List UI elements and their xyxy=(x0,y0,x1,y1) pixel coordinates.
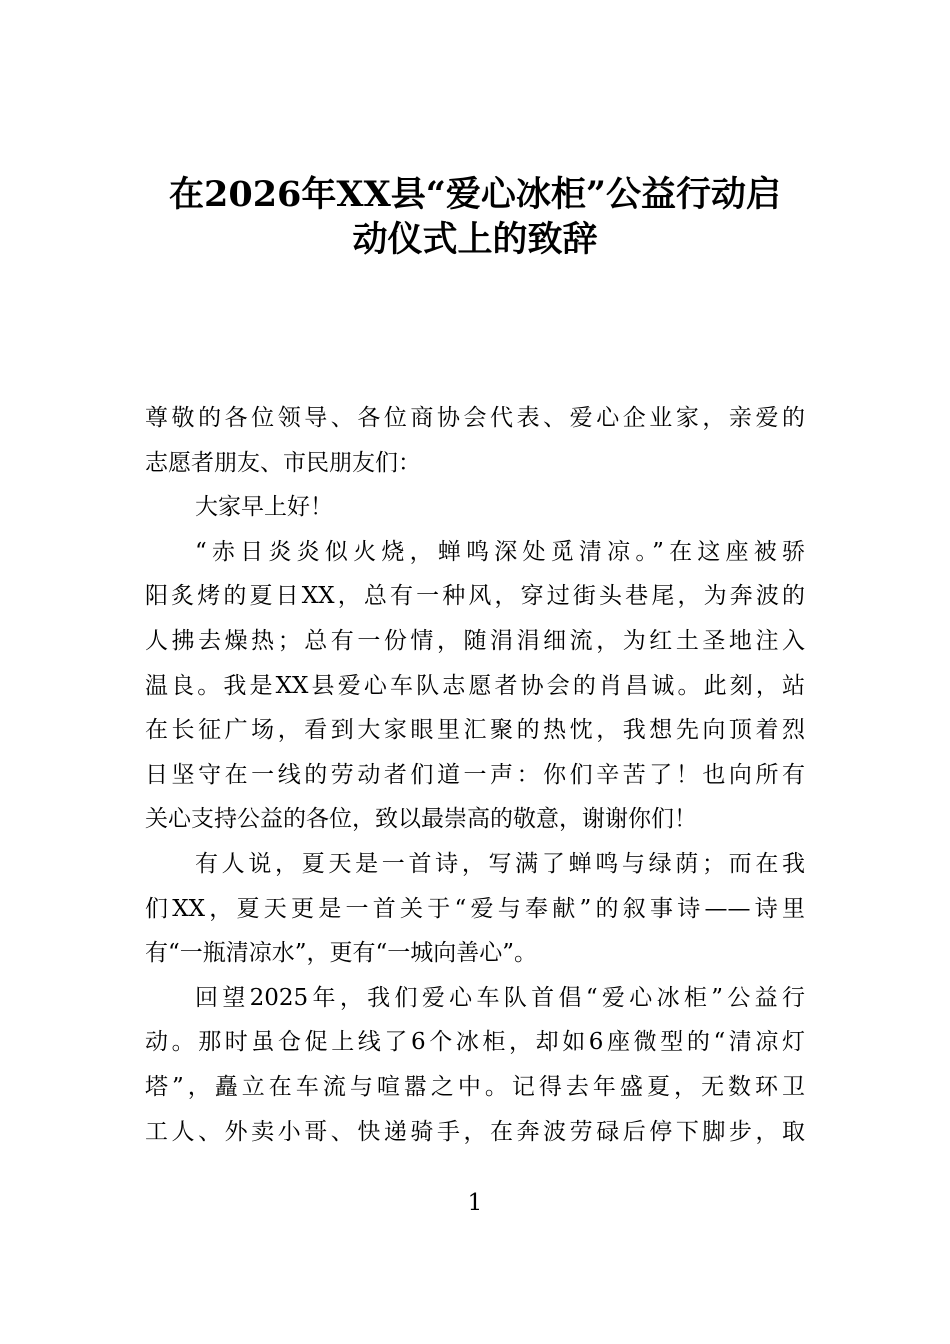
body-line: 动。那时虽仓促上线了6个冰柜，却如6座微型的“清凉灯 xyxy=(145,1029,805,1056)
title-line-2: 动仪式上的致辞 xyxy=(352,218,598,260)
body-line: 关心支持公益的各位，致以最崇高的敬意，谢谢你们！ xyxy=(145,806,697,833)
body-line: 大家早上好！ xyxy=(195,494,333,521)
page-number: 1 xyxy=(467,1190,483,1216)
body-line: 塔”，矗立在车流与喧嚣之中。记得去年盛夏，无数环卫 xyxy=(145,1073,805,1100)
body-line: 有人说，夏天是一首诗，写满了蝉鸣与绿荫；而在我 xyxy=(195,850,805,877)
title-line-1: 在2026年XX县“爱心冰柜”公益行动启 xyxy=(169,174,781,215)
body-line: “赤日炎炎似火烧，蝉鸣深处觅清凉。”在这座被骄 xyxy=(195,538,805,565)
body-line: 尊敬的各位领导、各位商协会代表、爱心企业家，亲爱的 xyxy=(145,405,805,431)
body-line: 有“一瓶清凉水”，更有“一城向善心”。 xyxy=(145,940,538,967)
body-line: 在长征广场，看到大家眼里汇聚的热忱，我想先向顶着烈 xyxy=(145,717,805,744)
body-line: 日坚守在一线的劳动者们道一声：你们辛苦了！也向所有 xyxy=(145,761,805,788)
body-line: 温良。我是XX县爱心车队志愿者协会的肖昌诚。此刻，站 xyxy=(145,672,805,699)
body-line: 阳炙烤的夏日XX，总有一种风，穿过街头巷尾，为奔波的 xyxy=(145,583,805,610)
body-line: 志愿者朋友、市民朋友们： xyxy=(145,449,421,476)
document-body xyxy=(145,396,805,1154)
body-line: 回望2025年，我们爱心车队首倡“爱心冰柜”公益行 xyxy=(195,984,805,1011)
body-line: 人拂去燥热；总有一份情，随涓涓细流，为红土圣地注入 xyxy=(145,627,805,654)
body-line: 工人、外卖小哥、快递骑手，在奔波劳碌后停下脚步，取 xyxy=(145,1118,805,1145)
body-line: 们XX，夏天更是一首关于“爱与奉献”的叙事诗——诗里 xyxy=(145,895,805,922)
document-title xyxy=(145,160,805,260)
